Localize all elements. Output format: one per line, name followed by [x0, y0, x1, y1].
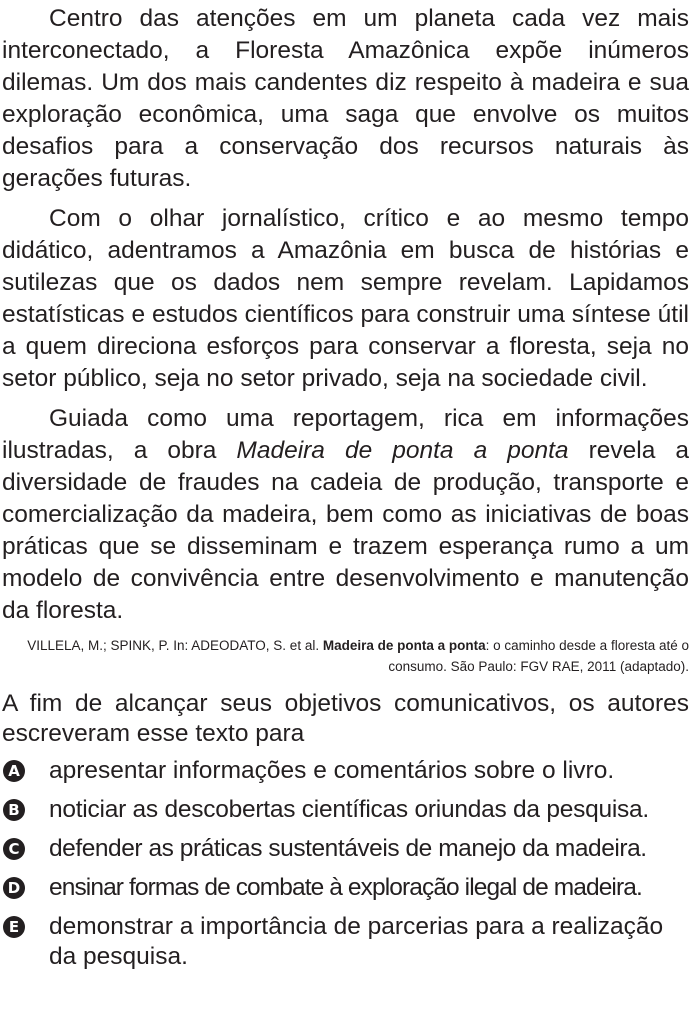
option-a[interactable]	[2, 756, 689, 786]
option-c[interactable]	[2, 834, 689, 864]
option-a-text: apresentar informações e comentários sobre o livro.	[49, 757, 615, 784]
option-b-letter-icon: B	[3, 799, 25, 821]
book-title-italic: Madeira de ponta a ponta	[236, 437, 569, 464]
source-authors: VILLELA, M.; SPINK, P. In: ADEODATO, S. et al.	[27, 638, 323, 653]
option-c-letter-icon: C	[3, 838, 25, 860]
paragraph-3-end: revela a diversidade de fraudes na cadeia de produção, transporte e comercialização da madeira, bem como as iniciativas de boas práticas que se disseminam e trazem esperança rumo a um modelo de convivência entre desenvolvimento e manutenção da floresta.	[2, 437, 689, 624]
source-book-title: Madeira de ponta a ponta	[322, 638, 486, 653]
option-b[interactable]	[2, 795, 689, 825]
text-paragraph-1: Centro das atenções em um planeta cada vez mais interconectado, a Floresta Amazônica expõe inúmeros dilemas. Um dos mais candentes diz respeito à madeira e sua exploração econômica, uma saga que envolve os muitos desafios para a conservação dos recursos naturais às gerações futuras.	[2, 5, 689, 192]
option-a-letter-icon: A	[3, 760, 25, 782]
text-paragraph-2: Com o olhar jornalístico, crítico e ao mesmo tempo didático, adentramos a Amazônia em busca de histórias e sutilezas que os dados nem sempre revelam. Lapidamos estatísticas e estudos científicos para construir uma síntese útil a quem direciona esforços para conservar a floresta, seja no setor público, seja no setor privado, seja na sociedade civil.	[2, 205, 689, 392]
option-d-text: ensinar formas de combate à exploração ilegal de madeira.	[49, 874, 642, 901]
option-b-text: noticiar as descobertas científicas oriundas da pesquisa.	[49, 796, 649, 823]
paragraph-3-start: Guiada como uma reportagem, rica em informações ilustradas, a obra	[2, 405, 689, 464]
option-e[interactable]	[2, 912, 689, 972]
option-e-text: demonstrar a importância de parcerias para a realização da pesquisa.	[49, 913, 664, 970]
option-e-letter-icon: E	[3, 916, 25, 938]
option-d-letter-icon: D	[3, 877, 25, 899]
source-citation	[2, 635, 689, 677]
answer-options	[2, 756, 689, 972]
option-c-text: defender as práticas sustentáveis de manejo da madeira.	[49, 835, 647, 862]
text-paragraph-3	[2, 403, 689, 627]
option-d[interactable]	[2, 873, 689, 903]
source-details: : o caminho desde a floresta até o consumo. São Paulo: FGV RAE, 2011 (adaptado).	[388, 638, 689, 674]
question-stem: A fim de alcançar seus objetivos comunicativos, os autores escreveram esse texto para	[2, 690, 689, 747]
